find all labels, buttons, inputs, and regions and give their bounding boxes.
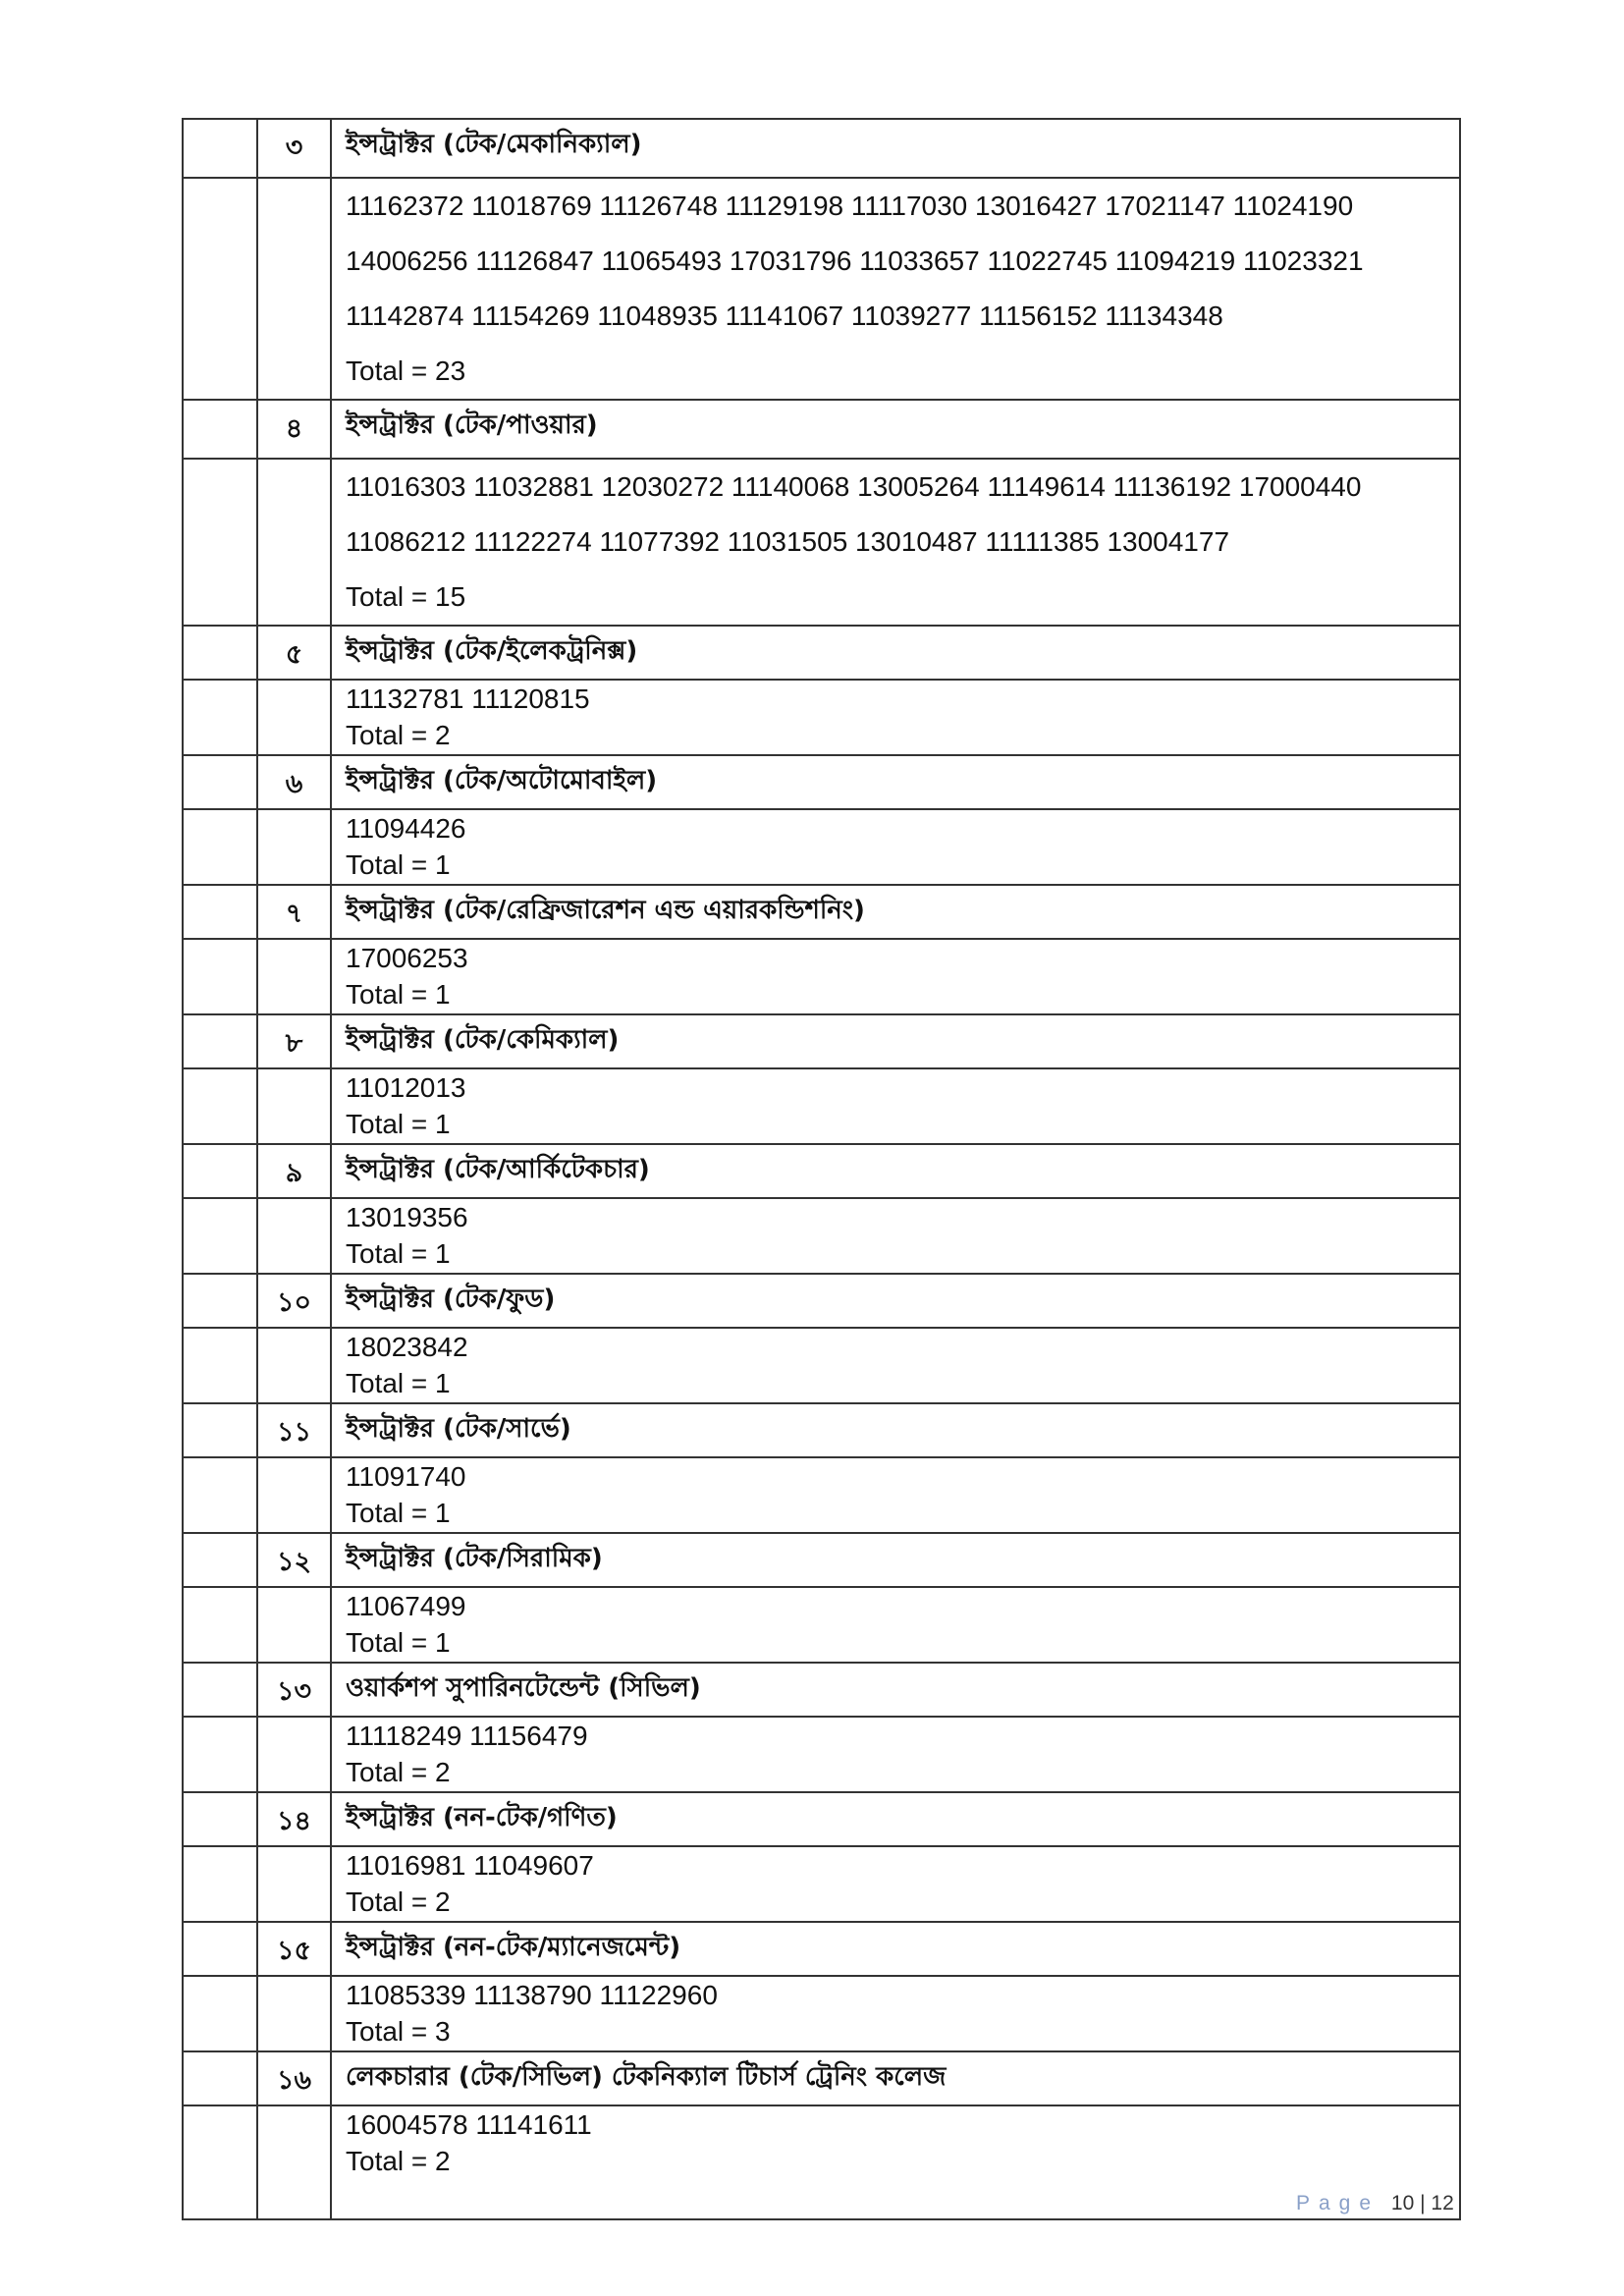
section-title: ইন্সট্রাক্টর (নন-টেক/ম্যানেজমেন্ট) (331, 1922, 1460, 1976)
section-number: ৬ (257, 755, 331, 809)
section-total: Total = 2 (346, 2146, 451, 2176)
results-table (182, 118, 1461, 2220)
section-total: Total = 1 (346, 1498, 451, 1528)
section-title: লেকচারার (টেক/সিভিল) টেকনিক্যাল টিচার্স ট্রেনিং কলেজ (331, 2051, 1460, 2105)
section-title: ইন্সট্রাক্টর (টেক/সিরামিক) (331, 1533, 1460, 1587)
blank-cell (183, 1533, 257, 1587)
page-number: 10 (1390, 2192, 1415, 2214)
blank-cell (183, 1457, 257, 1533)
blank-cell (183, 1587, 257, 1663)
section-total: Total = 1 (346, 979, 451, 1010)
blank-cell (183, 1198, 257, 1274)
section-title: ইন্সট্রাক্টর (টেক/অটোমোবাইল) (331, 755, 1460, 809)
section-total: Total = 1 (346, 1109, 451, 1139)
blank-cell (257, 680, 331, 755)
section-content-row (183, 939, 1460, 1014)
section-number: ৮ (257, 1014, 331, 1068)
roll-numbers-line: 11085339 11138790 11122960 (346, 1980, 718, 2010)
roll-numbers-cell (331, 1198, 1460, 1274)
roll-numbers-cell (331, 459, 1460, 626)
page-separator: | (1420, 2192, 1426, 2214)
blank-cell (183, 939, 257, 1014)
blank-cell (183, 885, 257, 939)
roll-numbers-line: 11094426 (346, 813, 466, 844)
section-total: Total = 3 (346, 2016, 451, 2047)
section-content-row (183, 680, 1460, 755)
blank-cell (183, 1976, 257, 2051)
blank-cell (183, 1328, 257, 1403)
roll-numbers-line: 11086212 11122274 11077392 11031505 13010487 11111385 13004177 (346, 526, 1230, 557)
blank-cell (183, 626, 257, 680)
blank-cell (183, 400, 257, 459)
section-header-row (183, 400, 1460, 459)
section-header-row (183, 119, 1460, 178)
roll-numbers-cell (331, 680, 1460, 755)
section-total: Total = 1 (346, 1238, 451, 1269)
roll-numbers-line: 11162372 11018769 11126748 11129198 11117030 13016427 17021147 11024190 (346, 191, 1354, 221)
section-title: ওয়ার্কশপ সুপারিনটেন্ডেন্ট (সিভিল) (331, 1663, 1460, 1717)
section-title: ইন্সট্রাক্টর (টেক/পাওয়ার) (331, 400, 1460, 459)
section-content-row (183, 459, 1460, 626)
section-content-row (183, 1068, 1460, 1144)
section-total: Total = 2 (346, 1757, 451, 1787)
blank-cell (183, 1403, 257, 1457)
section-number: ৭ (257, 885, 331, 939)
roll-numbers-cell (331, 1587, 1460, 1663)
blank-cell (257, 1457, 331, 1533)
blank-cell (183, 1274, 257, 1328)
blank-cell (257, 178, 331, 400)
section-header-row (183, 1792, 1460, 1846)
section-header-row (183, 755, 1460, 809)
section-number: ৯ (257, 1144, 331, 1198)
blank-cell (183, 1717, 257, 1792)
blank-cell (183, 680, 257, 755)
blank-cell (257, 1068, 331, 1144)
section-content-row (183, 178, 1460, 400)
section-title: ইন্সট্রাক্টর (টেক/মেকানিক্যাল) (331, 119, 1460, 178)
roll-numbers-line: 16004578 11141611 (346, 2109, 592, 2140)
section-header-row (183, 1922, 1460, 1976)
roll-numbers-cell (331, 1457, 1460, 1533)
blank-cell (183, 755, 257, 809)
roll-numbers-cell (331, 1328, 1460, 1403)
section-content-row (183, 1976, 1460, 2051)
section-number: ১১ (257, 1403, 331, 1457)
section-title: ইন্সট্রাক্টর (নন-টেক/গণিত) (331, 1792, 1460, 1846)
roll-numbers-line: 11132781 11120815 (346, 683, 590, 714)
roll-numbers-cell (331, 1068, 1460, 1144)
section-header-row (183, 1014, 1460, 1068)
section-number: ৪ (257, 400, 331, 459)
roll-numbers-line: 11016303 11032881 12030272 11140068 13005264 11149614 11136192 17000440 (346, 471, 1362, 502)
section-header-row (183, 885, 1460, 939)
blank-cell (257, 1976, 331, 2051)
roll-numbers-line: 11067499 (346, 1591, 466, 1621)
blank-cell (183, 1792, 257, 1846)
section-number: ১৫ (257, 1922, 331, 1976)
section-header-row (183, 1144, 1460, 1198)
roll-numbers-cell (331, 809, 1460, 885)
blank-cell (183, 2105, 257, 2219)
section-number: ১৪ (257, 1792, 331, 1846)
blank-cell (257, 809, 331, 885)
section-header-row (183, 1533, 1460, 1587)
roll-numbers-cell (331, 2105, 1460, 2219)
section-content-row (183, 809, 1460, 885)
section-total: Total = 15 (346, 581, 466, 612)
blank-cell (183, 1014, 257, 1068)
section-content-row (183, 1457, 1460, 1533)
blank-cell (183, 2051, 257, 2105)
section-header-row (183, 2051, 1460, 2105)
roll-numbers-line: 11091740 (346, 1461, 466, 1492)
roll-numbers-cell (331, 1846, 1460, 1922)
section-title: ইন্সট্রাক্টর (টেক/কেমিক্যাল) (331, 1014, 1460, 1068)
section-header-row (183, 626, 1460, 680)
roll-numbers-line: 17006253 (346, 943, 468, 973)
page-label: Page (1296, 2192, 1380, 2214)
section-header-row (183, 1403, 1460, 1457)
section-total: Total = 1 (346, 1368, 451, 1398)
blank-cell (183, 119, 257, 178)
roll-numbers-line: 11118249 11156479 (346, 1721, 588, 1751)
section-content-row (183, 1198, 1460, 1274)
blank-cell (183, 1144, 257, 1198)
roll-numbers-line: 11012013 (346, 1072, 466, 1103)
blank-cell (257, 1846, 331, 1922)
section-number: ১২ (257, 1533, 331, 1587)
blank-cell (257, 1328, 331, 1403)
blank-cell (257, 1587, 331, 1663)
section-header-row (183, 1274, 1460, 1328)
section-total: Total = 2 (346, 1886, 451, 1917)
roll-numbers-line: 11142874 11154269 11048935 11141067 11039277 11156152 11134348 (346, 301, 1223, 331)
blank-cell (257, 939, 331, 1014)
roll-numbers-cell (331, 178, 1460, 400)
blank-cell (183, 809, 257, 885)
blank-cell (257, 459, 331, 626)
section-number: ৫ (257, 626, 331, 680)
blank-cell (183, 1846, 257, 1922)
blank-cell (257, 1717, 331, 1792)
section-number: ১৬ (257, 2051, 331, 2105)
section-title: ইন্সট্রাক্টর (টেক/আর্কিটেকচার) (331, 1144, 1460, 1198)
section-title: ইন্সট্রাক্টর (টেক/ফুড) (331, 1274, 1460, 1328)
blank-cell (183, 1663, 257, 1717)
section-content-row (183, 2105, 1460, 2219)
page-footer (1296, 2192, 1454, 2215)
roll-numbers-line: 18023842 (346, 1332, 468, 1362)
section-content-row (183, 1846, 1460, 1922)
section-total: Total = 23 (346, 355, 466, 386)
section-total: Total = 1 (346, 1627, 451, 1658)
section-content-row (183, 1587, 1460, 1663)
blank-cell (183, 1068, 257, 1144)
roll-numbers-cell (331, 1976, 1460, 2051)
section-title: ইন্সট্রাক্টর (টেক/ইলেকট্রনিক্স) (331, 626, 1460, 680)
section-title: ইন্সট্রাক্টর (টেক/সার্ভে) (331, 1403, 1460, 1457)
section-content-row (183, 1717, 1460, 1792)
section-total: Total = 1 (346, 849, 451, 880)
blank-cell (183, 178, 257, 400)
blank-cell (183, 459, 257, 626)
roll-numbers-line: 13019356 (346, 1202, 468, 1232)
section-number: ৩ (257, 119, 331, 178)
section-header-row (183, 1663, 1460, 1717)
roll-numbers-line: 11016981 11049607 (346, 1850, 594, 1881)
section-content-row (183, 1328, 1460, 1403)
blank-cell (257, 2105, 331, 2219)
roll-numbers-cell (331, 1717, 1460, 1792)
blank-cell (183, 1922, 257, 1976)
section-number: ১৩ (257, 1663, 331, 1717)
blank-cell (257, 1198, 331, 1274)
section-number: ১০ (257, 1274, 331, 1328)
page-total: 12 (1431, 2192, 1454, 2214)
roll-numbers-line: 14006256 11126847 11065493 17031796 11033657 11022745 11094219 11023321 (346, 246, 1364, 276)
roll-numbers-cell (331, 939, 1460, 1014)
section-total: Total = 2 (346, 720, 451, 750)
section-title: ইন্সট্রাক্টর (টেক/রেফ্রিজারেশন এন্ড এয়ারকন্ডিশনিং) (331, 885, 1460, 939)
